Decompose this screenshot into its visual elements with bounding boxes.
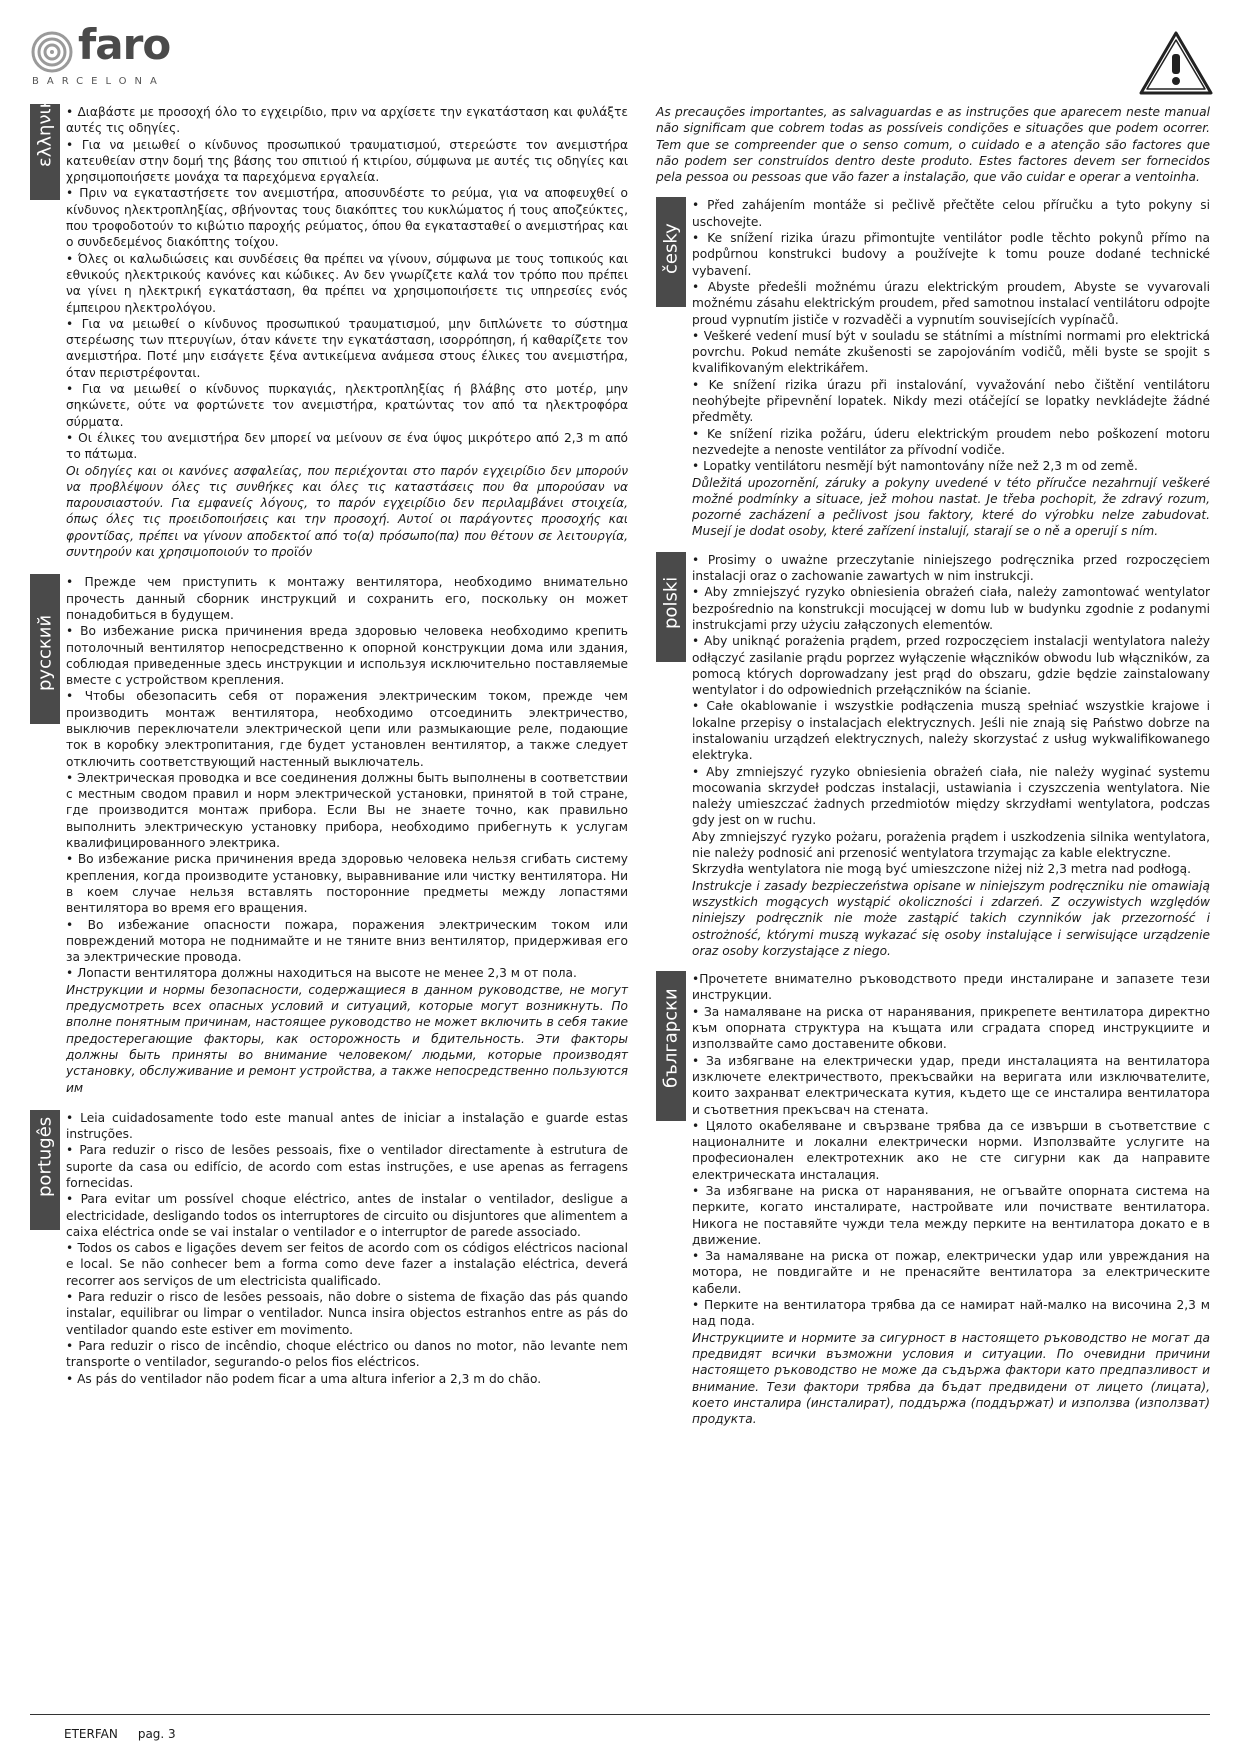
paragraph: • Abyste předešli možnému úrazu elektrickým proudem, Abyste se vyvarovali možnému zásahu elektrickým proudem, před samotnou instalací ventilátoru odpojte proud vypnutím jističe v rozvaděči a vypnutím souvisejících vypínačů. (692, 279, 1210, 327)
greek-text (66, 104, 628, 560)
paragraph: Aby zmniejszyć ryzyko pożaru, porażenia prądem i uszkodzenia silnika wentylatora, nie należy podnosić ani przenosić wentylatora trzymając za kable elektryczne. (692, 829, 1210, 861)
paragraph: • Para evitar um possível choque eléctrico, antes de instalar o ventilador, desligue a electricidade, desligando todos os interruptores de circuito ou disjuntores que alimentem a caixa eléctrica onde se vai instalar o ventilador e o interruptor de parede associado. (66, 1192, 628, 1239)
paragraph: • Prosimy o uważne przeczytanie niniejszego podręcznika przed rozpoczęciem instalacji oraz o zachowanie zawartych w nim instrukcji. (692, 552, 1210, 584)
paragraph: • Para reduzir o risco de lesões pessoais, não dobre o sistema de fixação das pás quando instalar, equilibrar ou limpar o ventilador. Nunca insira objectos estranhos entre as pás do ventilador quando este estiver em movimento. (66, 1290, 628, 1337)
paragraph: • As pás do ventilador não podem ficar a uma altura inferior a 2,3 m do chão. (66, 1371, 542, 1386)
bulgarian-text (692, 971, 1210, 1427)
paragraph: • Leia cuidadosamente todo este manual antes de iniciar a instalação e guarde estas instruções. (66, 1110, 628, 1142)
paragraph: • Διαβάστε με προσοχή όλο το εγχειρίδιο, πριν να αρχίσετε την εγκατάσταση και φυλάξτε αυτές τις οδηγίες. (66, 105, 628, 136)
note-paragraph: Инструкциите и нормите за сигурност в настоящето ръководство не могат да предвидят всички възможни условия и ситуации. По очевидни причини настоящето ръководство не може да съдържа фактори като предпазливост и внимание. Тези фактори трябва да бъдат предвидени от лицето (лицата), което инсталира (инсталират), поддържа (поддържат) и използва (използват) продукта. (692, 1330, 1210, 1427)
paragraph: • За избягване на риска от наранявания, не огъвайте опорната система на перките, когато инсталирате, настройвате или почиствате вентилатора. Никога не поставяйте чужди тела между перките на вентилатора докато е в движение. (692, 1184, 1210, 1247)
paragraph: • Όλες οι καλωδιώσεις και συνδέσεις θα πρέπει να γίνουν, σύμφωνα με τους τοπικούς και εθνικούς ηλεκτρικούς κανόνες και κώδικες. Αν δεν γνωρίζετε καλά τον τρόπο που πρέπει να γίνει η ηλεκτρική εγκατάσταση, θα πρέπει να χρησιμοποιήσετε τις υπηρεσίες ενός έμπειρου ηλεκτρολόγου. (66, 251, 628, 315)
paragraph: • Για να μειωθεί ο κίνδυνος πυρκαγιάς, ηλεκτροπληξίας ή βλάβης στο μοτέρ, μην σηκώνετε, ούτε να φορτώνετε τον ανεμιστήρα, κρατώντας τον από τα ηλεκτροφόρα σύρματα. (66, 382, 628, 429)
paragraph: • Για να μειωθεί ο κίνδυνος προσωπικού τραυματισμού, μην διπλώνετε το σύστημα στερέωσης των πτερυγίων, όταν κάνετε την εγκατάσταση, ισορρόπηση, ή καθαρίζετε τον ανεμιστήρα. Ποτέ μην εισάγετε ξένα αντικείμενα ανάμεσα στους έλικες του ανεμιστήρα, όταν περιστρέφονται. (66, 316, 628, 380)
note-paragraph: Důležitá upozornění, záruky a pokyny uvedené v této příručce nezahrnují veškeré možné podmínky a situace, jež mohou nastat. Je třeba pochopit, že zdravý rozum, pozorné zacházení a pečlivost jsou faktory, které do výrobku nelze zabudovat. Musejí je dodat osoby, které zařízení instalují, starají se o ně a operují s ním. (692, 475, 1210, 539)
czech-text (692, 197, 1210, 539)
section-bulgarian (656, 971, 1210, 1427)
language-tab-portuguese (30, 1110, 60, 1230)
left-column (30, 86, 628, 1387)
language-label: ελληνικη (34, 86, 56, 167)
paragraph: • За избягване на електрически удар, преди инсталацията на вентилатора изключете електричеството, прекъсвайки на веригата или изключвателите, които захранват електрическата кутия, където ще се инсталира вентилатора и съответния прекъсвач на стената. (692, 1053, 1210, 1117)
paragraph: • Całe okablowanie i wszystkie podłączenia muszą spełniać wszystkie krajowe i lokalne przepisy o instalacjach elektrycznych. Jeśli nie znają się Państwo dobrze na instalowaniu urządzeń elektrycznych, należy skorzystać z usług wykwalifikowanego elektryka. (692, 699, 1210, 763)
polish-text (692, 552, 1210, 959)
language-tab-russian (30, 574, 60, 724)
paragraph: •Прочетете внимателно ръководството преди инсталиране и запазете тези инструкции. (692, 972, 1210, 1003)
note-paragraph: Инструкции и нормы безопасности, содержащиеся в данном руководстве, не могут предусмотреть всех опасных условий и ситуаций, которые могут возникнуть. По вполне понятным причинам, настоящее руководство не может включить в себя такие предостерегающие факторы, как осторожность и бдительность. Эти факторы должны быть приняты во внимание человеком/ людьми, которые производят установку, обслуживание и ремонт устройства, а также непосредственно пользуются им (66, 982, 628, 1095)
paragraph: • Электрическая проводка и все соединения должны быть выполнены в соответствии с местным сводом правил и норм электрической установки, принятой в той стране, где производится монтаж прибора. Если Вы не знаете точно, как правильно выполнить электрическую установку прибора, необходимо прибегнуть к услугам квалифицированного электрика. (66, 770, 628, 851)
footer (64, 1727, 176, 1741)
warning-triangle-icon (1138, 30, 1214, 96)
language-label: русский (34, 615, 56, 692)
section-czech (656, 197, 1210, 539)
brand-name: faro (78, 20, 171, 69)
paragraph: • Ke snížení rizika úrazu přimontujte ventilátor podle těchto pokynů přímo na podpůrnou konstrukci budovy a používejte k tomu pouze dodané technické vybavení. (692, 231, 1210, 278)
paragraph: • Για να μειωθεί ο κίνδυνος προσωπικού τραυματισμού, στερεώστε τον ανεμιστήρα κατευθείαν στην δομή της βάσης του σπιτιού ή κτιρίου, σύμφωνα με αυτές τις οδηγίες και χρησιμοποιήσετε μονάχα τα παρεχόμενα εργαλεία. (66, 137, 628, 185)
paragraph: • Ke snížení rizika požáru, úderu elektrickým proudem nebo poškození motoru nezvedejte a nenoste ventilátor za přívodní vodiče. (692, 426, 1210, 457)
paragraph: • Чтобы обезопасить себя от поражения электрическим током, прежде чем производить монтаж вентилятора, необходимо отсоединить электричество, выключив переключатели электрической цепи или размыкающие реле, подающие ток в коробку электропитания, где будет установлен вентилятор, а также следует отключить соответствующий настенный выключатель. (66, 689, 628, 769)
section-portuguese-note (656, 104, 1210, 185)
language-tab-greek (30, 86, 60, 200)
language-label: portugês (34, 1116, 56, 1197)
product-name: ETERFAN (64, 1727, 118, 1741)
paragraph: • Aby zmniejszyć ryzyko obniesienia obrażeń ciała, należy zamontować wentylator bezpośrednio na konstrukcji mocującej w domu lub w budynku zgodnie z podanymi instrukcjami przy użyciu załączonych elementów. (692, 585, 1210, 632)
language-tab-czech (656, 197, 686, 307)
section-portuguese (30, 1110, 628, 1387)
portuguese-note-text (656, 104, 1210, 185)
brand-sub: BARCELONA (32, 76, 165, 87)
paragraph: • Para reduzir o risco de lesões pessoais, fixe o ventilador directamente à estrutura de suporte da casa ou edifício, de acordo com estas instruções, e use apenas as ferragens fornecidas. (66, 1143, 628, 1190)
language-tab-polish (656, 552, 686, 662)
paragraph: • Во избежание риска причинения вреда здоровью человека нельзя сгибать систему крепления, когда производите установку, выравнивание или чистку вентилятора. Ни в коем случае нельзя вставлять посторонние предметы между лопастями вентилятора во время его вращения. (66, 852, 628, 916)
paragraph: • Ke snížení rizika úrazu při instalování, vyvažování nebo čištění ventilátoru neohýbejte připevnění lopatek. Nikdy mezi otáčející se lopatky nevkládejte žádné předměty. (692, 377, 1210, 425)
footer-rule (30, 1714, 1210, 1715)
language-label: polski (660, 576, 682, 629)
paragraph: • Во избежание риска причинения вреда здоровью человека необходимо крепить потолочный вентилятор непосредственно к опорной конструкции дома или здания, соблюдая приведенные здесь инструкции и используя исключительно поставляемые вместе с устройством крепления. (66, 624, 628, 688)
paragraph: • За намаляване на риска от пожар, електрически удар или увреждания на мотора, не повдигайте и не пренасяйте вентилатора за електрическите кабели. (692, 1249, 1210, 1296)
note-paragraph: As precauções importantes, as salvaguardas e as instruções que aparecem neste manual não significam que cobrem todas as possíveis condições e situações que podem ocorrer. Tem que se compreender que o senso comum, o cuidado e a atenção são factores que não podem ser construídos dentro deste produto. Estes factores devem ser fornecidos pela pessoa ou pessoas que vão fazer a instalação, que vão cuidar e operar a ventoinha. (656, 105, 1210, 185)
paragraph: • Todos os cabos e ligações devem ser feitos de acordo com os códigos eléctricos nacional e local. Se não conhecer bem a forma como deve fazer a instalação eléctrica, deverá recorrer aos serviços de um electricista qualificado. (66, 1241, 628, 1288)
paragraph: • Lopatky ventilátoru nesmějí být namontovány níže než 2,3 m od země. (692, 459, 1138, 474)
language-tab-bulgarian (656, 971, 686, 1121)
paragraph: Skrzydła wentylatora nie mogą być umieszczone niżej niż 2,3 metra nad podłogą. (692, 862, 1192, 877)
paragraph: • Para reduzir o risco de incêndio, choque eléctrico ou danos no motor, não levante nem transporte o ventilador, segurando-o pelos fios eléctricos. (66, 1338, 628, 1370)
paragraph: • Aby zmniejszyć ryzyko obniesienia obrażeń ciała, nie należy wyginać systemu mocowania skrzydeł podczas instalacji, ustawiania i czyszczenia wentylatora. Nie należy umieszczać żadnych przedmiotów między skrzydłami wentylatora, podczas gdy jest on w ruchu. (692, 764, 1210, 828)
faro-spiral-logo-icon (30, 30, 74, 74)
page-number: pag. 3 (137, 1727, 176, 1741)
paragraph: • Οι έλικες του ανεμιστήρα δεν μπορεί να μείνουν σε ένα ύψος μικρότερο από 2,3 m από το πάτωμα. (66, 430, 628, 462)
section-greek (30, 86, 628, 560)
note-paragraph: Οι οδηγίες και οι κανόνες ασφαλείας, που περιέχονται στο παρόν εγχειρίδιο δεν μπορούν να προβλέψουν όλες τις συνθήκες και όλες τις καταστάσεις που θα μπορούσαν να παρουσιαστούν. Για εμφανείς λόγους, το παρόν εγχειρίδιο δεν περιλαμβάνει στοιχεία, όπως όλες τις προειδοποιήσεις και την προσοχή. Αυτοί οι παράγοντες προσοχής και φροντίδας, πρέπει να γίνουν αποδεκτοί από το(α) πρόσωπο(πα) που θέτουν σε λειτουργία, συντηρούν και χρησιμοποιούν το προϊόν (66, 463, 628, 560)
paragraph: • За намаляване на риска от наранявания, прикрепете вентилатора директно към опорната структура на къщата или сградата според инструкциите и използвайте само доставените обкови. (692, 1004, 1210, 1052)
paragraph: • Лопасти вентилятора должны находиться на высоте не менее 2,3 м от пола. (66, 966, 577, 981)
paragraph: • Πριν να εγκαταστήσετε τον ανεμιστήρα, αποσυνδέστε το ρεύμα, για να αποφευχθεί ο κίνδυνος ηλεκτροπληξίας, σβήνοντας τους διακόπτες του κυκλώματος ή τους αποζεύκτες, που τροφοδοτούν το κιβώτιο παροχής ρεύματος, όπου θα εγκατασταθεί ο ανεμιστήρας και ο συνδεδεμένος διακόπτης τοίχου. (66, 186, 628, 250)
language-label: български (660, 988, 682, 1089)
portuguese-text (66, 1110, 628, 1387)
language-label: česky (660, 223, 682, 275)
paragraph: • Veškeré vedení musí být v souladu se státními a místními normami pro elektrická povrchu. Pokud nemáte zkušenosti se zapojováním vodičů, měli byste se spojit s kvalifikovaným elektrikářem. (692, 328, 1210, 376)
brand-logo (30, 20, 180, 88)
paragraph: • Aby uniknąć porażenia prądem, przed rozpoczęciem instalacji wentylatora należy odłączyć zasilanie prądu poprzez wyłączenie włączników obwodu lub włączników, za pomocą których doprowadzany jest prąd do obszaru, gdzie będzie zainstalowany wentylator i do odpowiednich przełączników na ścianie. (692, 634, 1210, 698)
paragraph: • Прежде чем приступить к монтажу вентилятора, необходимо внимательно прочесть данный сборник инструкций и сохранить его, поскольку он может понадобиться в будущем. (66, 575, 628, 622)
paragraph: • Цялото окабеляване и свързване трябва да се извърши в съответствие с националните и локални електрически норми. Използвайте услугите на професионален електротехник ако не сте сигурни как да направите електрическата инсталация. (692, 1118, 1210, 1182)
paragraph: • Перките на вентилатора трябва да се намират най-малко на височина 2,3 м над пода. (692, 1298, 1210, 1329)
section-polish (656, 552, 1210, 959)
russian-text (66, 574, 628, 1096)
section-russian (30, 574, 628, 1096)
paragraph: • Před zahájením montáže si pečlivě přečtěte celou příručku a tyto pokyny si uschovejte. (692, 198, 1210, 229)
paragraph: • Во избежание опасности пожара, поражения электрическим током или повреждений мотора не поднимайте и не тяните вниз вентилятор, придерживая его за электрические провода. (66, 917, 628, 965)
note-paragraph: Instrukcje i zasady bezpieczeństwa opisane w niniejszym podręczniku nie omawiają wszystkich mogących wystąpić okoliczności i zdarzeń. Z oczywistych względów niniejszy podręcznik nie może zastąpić takich czynników jak przezorność i ostrożność, którymi muszą wykazać się osoby instalujące i serwisujące urządzenie oraz osoby korzystające z niego. (692, 878, 1210, 958)
right-column (656, 104, 1210, 1427)
